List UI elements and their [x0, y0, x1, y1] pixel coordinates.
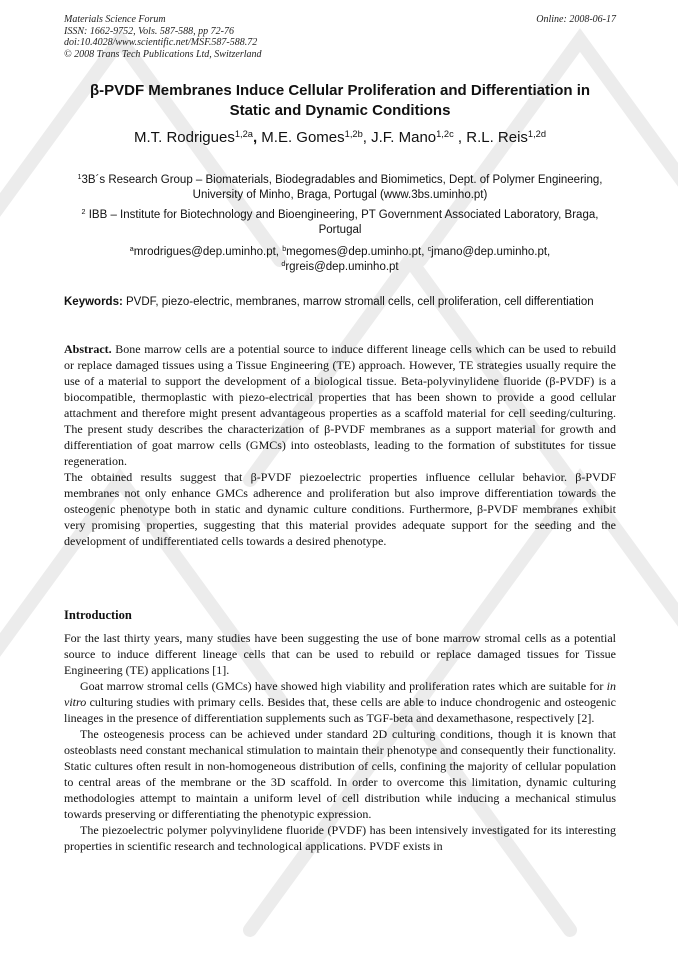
keywords-text: PVDF, piezo-electric, membranes, marrow stromall cells, cell proliferation, cell differentiation	[126, 296, 594, 308]
online-date: Online: 2008-06-17	[536, 14, 616, 25]
email-mark: b	[282, 245, 287, 254]
intro-text: culturing studies with primary cells. Besides that, these cells are able to induce chondrogenic and osteogenic lineages in the presence of differentiation supplements such as TGF-beta and dexamethasone, respectively [2].	[64, 695, 616, 725]
intro-paragraph-1: For the last thirty years, many studies have been suggesting the use of bone marrow stromal cells as a potential source to induce different lineage cells that can be used to rebuild or replace damaged tissues for Tissue Engineering (TE) applications [1].	[64, 631, 616, 677]
journal-name: Materials Science Forum	[64, 14, 166, 25]
doi-line: doi:10.4028/www.scientific.net/MSF.587-588.72	[64, 37, 258, 49]
intro-paragraph-4: The piezoelectric polymer polyvinylidene fluoride (PVDF) has been intensively investigated for its interesting properties in scientific research and technological applications. PVDF exists in	[64, 823, 616, 853]
email-address[interactable]: mrodrigues@dep.uminho.pt,	[133, 246, 279, 258]
author-name: M.T. Rodrigues	[133, 129, 235, 146]
author-affiliation-mark: 1,2c	[436, 128, 454, 139]
abstract-label: Abstract.	[64, 342, 112, 356]
email-mark: c	[427, 245, 432, 254]
affiliation-text: 3B´s Research Group – Biomaterials, Biodegradables and Biomimetics, Dept. of Polymer Engineering, University of Minho, Braga, Portugal (www.3bs.uminho.pt)	[81, 174, 603, 201]
introduction-body	[64, 630, 616, 854]
abstract	[64, 341, 616, 549]
author-affiliation-mark: 1,2b	[344, 128, 363, 139]
section-heading-introduction: Introduction	[64, 608, 132, 622]
author-name: R.L. Reis	[466, 129, 528, 146]
affiliation-text: IBB – Institute for Biotechnology and Bioengineering, PT Government Associated Laboratory, Braga, Portugal	[88, 209, 599, 236]
title-line-2: Static and Dynamic Conditions	[229, 102, 451, 119]
journal-header	[64, 14, 616, 60]
author-name: M.E. Gomes	[261, 129, 345, 146]
intro-paragraph-3: The osteogenesis process can be achieved under standard 2D culturing conditions, though it is known that osteoblasts need constant mechanical stimulation to maintain their phenotype and consequently their functionality. Static cultures often result in non-homogeneous distribution of cells, confining the majority of cellular population to central areas of the membrane or the 3D scaffold. In order to overcome this limitation, dynamic culturing methodologies attempt to maintain a uniform level of cell distribution while inducing a mechanical stimulus towards preserving or differentiating the phenotypic expression.	[64, 727, 616, 821]
email-mark: d	[281, 260, 286, 269]
affiliation-number: 2	[81, 208, 86, 217]
email-list	[64, 245, 616, 275]
keywords	[64, 295, 616, 310]
author-affiliation-mark: 1,2d	[527, 128, 547, 139]
italic-term: in vitro	[64, 679, 616, 709]
author-list: M.T. Rodrigues$^{1,2a}$, M.E. Gomes$^{1,2b}$, J.F. Mano$^{1,2c}$ , R.L. Reis$^{1,2d}$	[133, 128, 547, 146]
email-mark: a	[129, 245, 134, 254]
author-name: J.F. Mano	[371, 129, 437, 146]
author-affiliation-mark: 1,2a	[234, 128, 253, 139]
email-address[interactable]: megomes@dep.uminho.pt,	[286, 246, 425, 258]
affiliation-1	[64, 173, 616, 203]
copyright-line: © 2008 Trans Tech Publications Ltd, Switzerland	[64, 48, 262, 60]
affiliation-2	[64, 208, 616, 238]
intro-text: Goat marrow stromal cells (GMCs) have showed high viability and proliferation rates which are suitable for	[80, 679, 607, 693]
issn-line: ISSN: 1662-9752, Vols. 587-588, pp 72-76	[64, 25, 234, 37]
paper-title	[64, 81, 616, 121]
affiliation-number: 1	[77, 173, 82, 182]
abstract-paragraph-2: The obtained results suggest that β-PVDF piezoelectric properties influence cellular behavior. β-PVDF membranes not only enhance GMCs adherence and proliferation but also improve differentiation towards the osteogenic phenotype both in static and dynamic culture conditions. Furthermore, β-PVDF membranes exhibit very promising properties, suggesting that this material provides adequate support for the seeding and the development of undifferentiated cells towards a desired phenotype.	[64, 470, 616, 548]
abstract-text: Bone marrow cells are a potential source to induce different lineage cells which can be used to rebuild or replace damaged tissues using a Tissue Engineering (TE) approach. However, TE strategies usually require the use of a material to support the development of a biological tissue. Beta-polyvinylidene fluoride (β-PVDF) is a biocompatible, thermoplastic with piezo-electrical properties that has been shown to provide a good cellular attachment and therefore might present advantageous properties as a scaffold material for cell seeding/culturing. The present study describes the characterization of β-PVDF membranes as a support material for growth and differentiation of goat marrow cells (GMCs) into osteoblasts, leading to the formation of substitutes for tissue regeneration.	[64, 342, 617, 468]
abstract-paragraph-1	[64, 341, 616, 469]
keywords-label: Keywords:	[64, 296, 123, 308]
email-address[interactable]: rgreis@dep.uminho.pt	[285, 261, 399, 273]
email-address[interactable]: jmano@dep.uminho.pt,	[431, 246, 551, 258]
title-line-1: β-PVDF Membranes Induce Cellular Proliferation and Differentiation in	[89, 82, 591, 99]
intro-paragraph-2	[64, 678, 616, 726]
